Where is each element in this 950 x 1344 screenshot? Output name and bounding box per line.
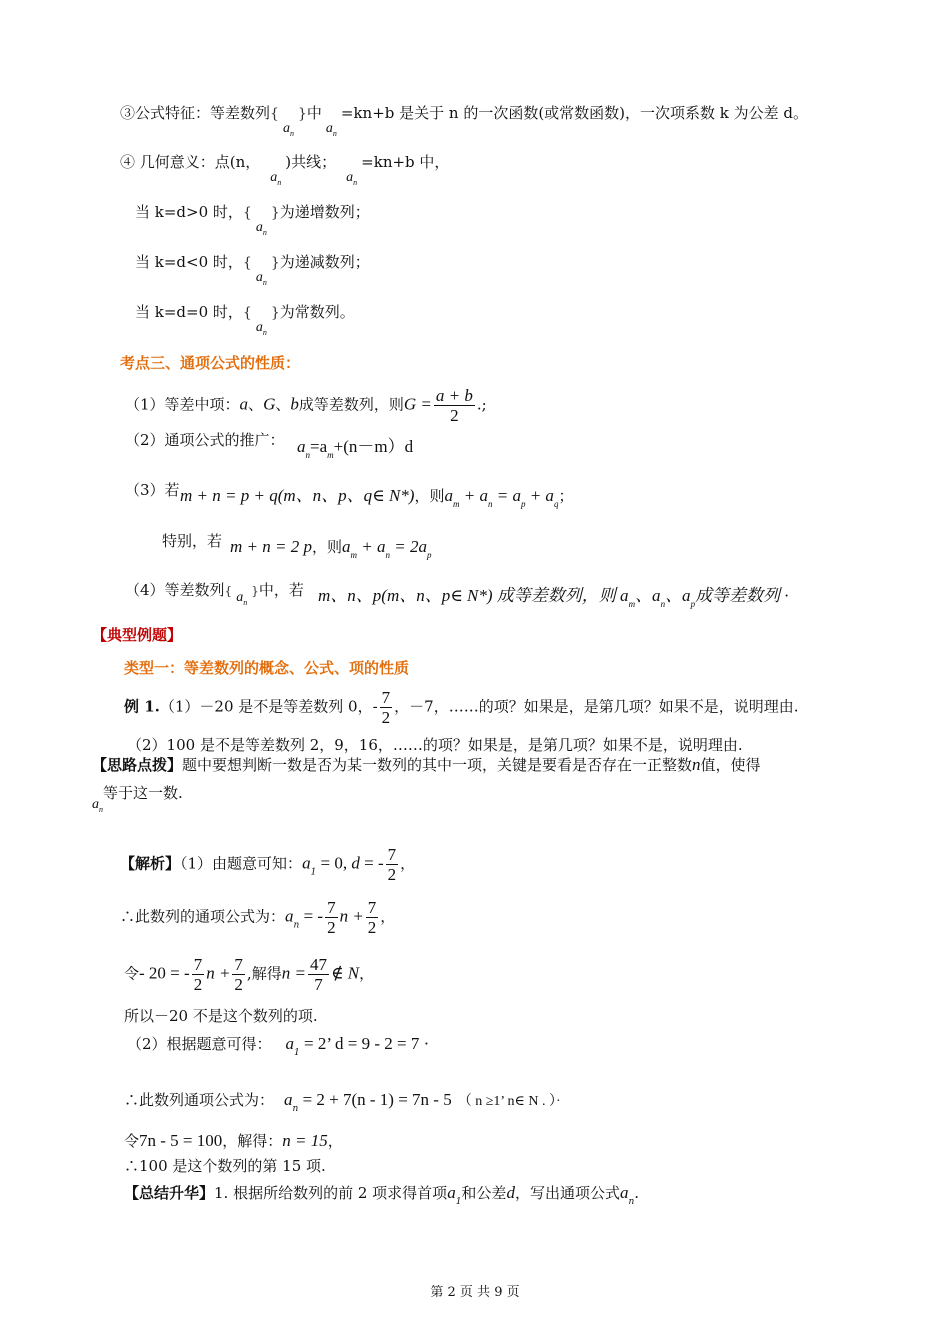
hint-2: $a_n$等于这一数. — [92, 784, 183, 814]
a-n-symbol: $a_n$ — [282, 121, 294, 138]
solution-6: ∴此数列通项公式为： $a_n = 2 + 7(n - 1) = 7n - 5$ （ n ≥1’ n∈ N . ）· — [124, 1090, 561, 1114]
prop-3-special-formula: m + n = 2 p，则$a_m + a_n = 2a_p$ — [230, 537, 432, 560]
prop-4: （4）等差数列{ $a_n$}中，若 — [125, 581, 304, 607]
examples-heading: 【典型例题】 — [92, 626, 183, 644]
type-heading: 类型一：等差数列的概念、公式、项的性质 — [124, 659, 410, 677]
hint: 【思路点拨】题中要想判断一数是否为某一数列的其中一项，关键是要看是否存在一正整数n值，使得 — [92, 755, 761, 774]
case-decreasing: 当 k=d<0 时，$\{a_n\}$为递减数列； — [135, 253, 370, 287]
solution-7: 令7n - 5 = 100，解得：n = 15， — [124, 1131, 343, 1150]
prop-4-formula: m、n、p(m、n、p∈ N*) 成等差数列，则 $a_m$、$a_n$、$a_p$成等差数列 · — [318, 586, 789, 609]
prop-3: （3）若 — [125, 481, 180, 499]
solution-8: ∴100 是这个数列的第 15 项. — [124, 1157, 326, 1175]
solution-2: ∴此数列的通项公式为：$a_n$ = - $\frac{7}{2}$ n + $\frac{7}{2}$ ， — [120, 898, 396, 937]
mean-fraction: $\frac{a + b}{2}$ — [435, 386, 473, 425]
solution-4: 所以－20 不是这个数列的项. — [124, 1007, 318, 1025]
page-footer: 第 2 页 共 9 页 — [430, 1285, 520, 1300]
prop-3-formula: m + n = p + q(m、n、p、q∈ N*)，则$a_m + a_n = a_p + a_q$； — [180, 486, 574, 509]
case-constant: 当 k=d=0 时，$\{a_n\}$为常数列。 — [135, 303, 355, 337]
prop-2: （2）通项公式的推广： — [125, 431, 285, 449]
solution-3: 令- 20 = - $\frac{7}{2}$ n + $\frac{7}{2}$ ,解得n = $\frac{47}{7}$ ∉ N， — [124, 955, 375, 994]
solution-1: 【解析】（1）由题意可知：$a_1 = 0$, d = - $\frac{7}{2}$ ， — [120, 845, 416, 884]
prop-1: （1）等差中项：a、G、b成等差数列，则G = $\frac{a + b}{2}$ .; — [125, 386, 487, 425]
geometry-line: ④ 几何意义：点(n，$a_n$)共线；$a_n=kn+b$ 中， — [120, 153, 450, 187]
summary: 【总结升华】1. 根据所给数列的前 2 项求得首项$a_1$和公差d，写出通项公式$a_n$. — [124, 1183, 640, 1207]
section-heading: 考点三、通项公式的性质： — [120, 354, 301, 372]
solution-5: （2）根据题意可得： $a_1 = 2$’ d = 9 - 2 = 7 · — [127, 1034, 430, 1058]
case-increasing: 当 k=d>0 时，$\{a_n\}$为递增数列； — [135, 203, 370, 237]
prop-2-formula: $a_n=a_m+(n-m)d$ — [297, 437, 414, 460]
example-1b: （2）100 是不是等差数列 2，9，16，……的项？如果是，是第几项？如果不是，说明理由. — [127, 736, 743, 754]
prop-3-special: 特别，若 — [162, 532, 223, 550]
example-1: 例 1.（1）－20 是不是等差数列 0，- $\frac{7}{2}$ ，－7，……的项？如果是，是第几项？如果不是，说明理由. — [124, 688, 799, 727]
feature-line: ③公式特征：等差数列$\{a_n\}$中$a_n=kn+b$ 是关于 n 的一次函数(或常数函数)，一次项系数 k 为公差 d。 — [120, 103, 808, 130]
